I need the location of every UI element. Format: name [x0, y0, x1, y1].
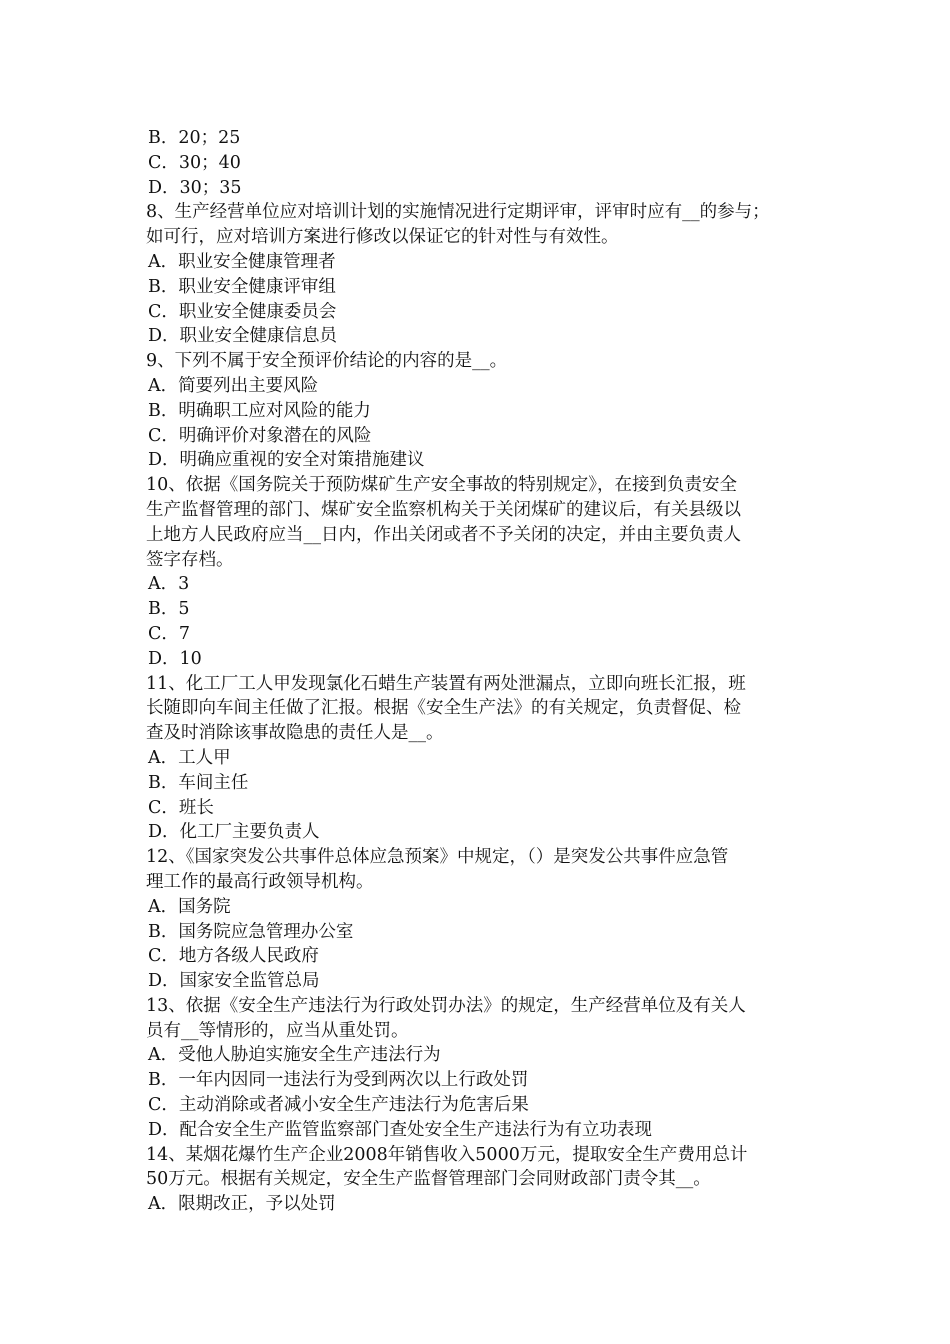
answer-option-line: D．明确应重视的安全对策措施建议 [148, 450, 425, 471]
question-text-line: 14、某烟花爆竹生产企业2008年销售收入5000万元，提取安全生产费用总计 [146, 1144, 748, 1165]
answer-option-line: B．车间主任 [148, 772, 249, 793]
question-text-line: 长随即向车间主任做了汇报。根据《安全生产法》的有关规定，负责督促、检 [146, 698, 741, 719]
answer-option-line: A．职业安全健康管理者 [148, 251, 336, 272]
answer-option-line: A．受他人胁迫实施安全生产违法行为 [148, 1045, 441, 1066]
answer-option-line: D．配合安全生产监管监察部门查处安全生产违法行为有立功表现 [148, 1119, 653, 1140]
answer-option-line: C．30；40 [148, 152, 241, 173]
answer-option-line: A．限期改正，予以处罚 [148, 1194, 336, 1215]
answer-option-line: D．30；35 [148, 177, 242, 198]
answer-option-line: B．明确职工应对风险的能力 [148, 400, 371, 421]
question-text-line: 11、化工厂工人甲发现氯化石蜡生产装置有两处泄漏点，立即向班长汇报，班 [146, 673, 746, 694]
answer-option-line: A．简要列出主要风险 [148, 375, 319, 396]
question-text-line: 13、依据《安全生产违法行为行政处罚办法》的规定，生产经营单位及有关人 [146, 995, 746, 1016]
answer-option-line: B．职业安全健康评审组 [148, 276, 336, 297]
answer-option-line: C．地方各级人民政府 [148, 946, 319, 967]
answer-option-line: D．国家安全监管总局 [148, 971, 320, 992]
question-text-line: 12、《国家突发公共事件总体应急预案》中规定，（）是突发公共事件应急管 [146, 847, 729, 868]
question-text-line: 员有__等情形的，应当从重处罚。 [146, 1020, 409, 1041]
answer-option-line: D．职业安全健康信息员 [148, 326, 338, 347]
question-text-line: 上地方人民政府应当__日内，作出关闭或者不予关闭的决定，并由主要负责人 [146, 524, 741, 545]
answer-option-line: C．班长 [148, 797, 214, 818]
answer-option-line: C．职业安全健康委员会 [148, 301, 337, 322]
question-text-line: 9、下列不属于安全预评价结论的内容的是__。 [146, 351, 508, 372]
answer-option-line: D．10 [148, 648, 202, 669]
answer-option-line: B．一年内因同一违法行为受到两次以上行政处罚 [148, 1070, 529, 1091]
question-text-line: 8、生产经营单位应对培训计划的实施情况进行定期评审，评审时应有__的参与； [146, 202, 770, 223]
answer-option-line: B．国务院应急管理办公室 [148, 921, 354, 942]
answer-option-line: C．7 [148, 623, 191, 644]
answer-option-line: A．工人甲 [148, 747, 231, 768]
answer-option-line: B．5 [148, 599, 190, 620]
answer-option-line: C．主动消除或者减小安全生产违法行为危害后果 [148, 1095, 529, 1116]
question-text-line: 10、依据《国务院关于预防煤矿生产安全事故的特别规定》，在接到负责安全 [146, 475, 738, 496]
answer-option-line: A．3 [148, 574, 190, 595]
question-text-line: 50万元。根据有关规定，安全生产监督管理部门会同财政部门责令其__。 [146, 1169, 711, 1190]
question-text-line: 签字存档。 [146, 549, 234, 570]
question-text-line: 生产监督管理的部门、煤矿安全监察机构关于关闭煤矿的建议后，有关县级以 [146, 499, 741, 520]
answer-option-line: B．20；25 [148, 128, 241, 148]
exam-question-text [146, 126, 816, 1217]
answer-option-line: A．国务院 [148, 896, 231, 917]
question-text-line: 如可行，应对培训方案进行修改以保证它的针对性与有效性。 [146, 227, 619, 248]
answer-option-line: C．明确评价对象潜在的风险 [148, 425, 372, 446]
question-text-line: 查及时消除该事故隐患的责任人是__。 [146, 723, 444, 744]
question-text-line: 理工作的最高行政领导机构。 [146, 871, 374, 892]
answer-option-line: D．化工厂主要负责人 [148, 822, 320, 843]
